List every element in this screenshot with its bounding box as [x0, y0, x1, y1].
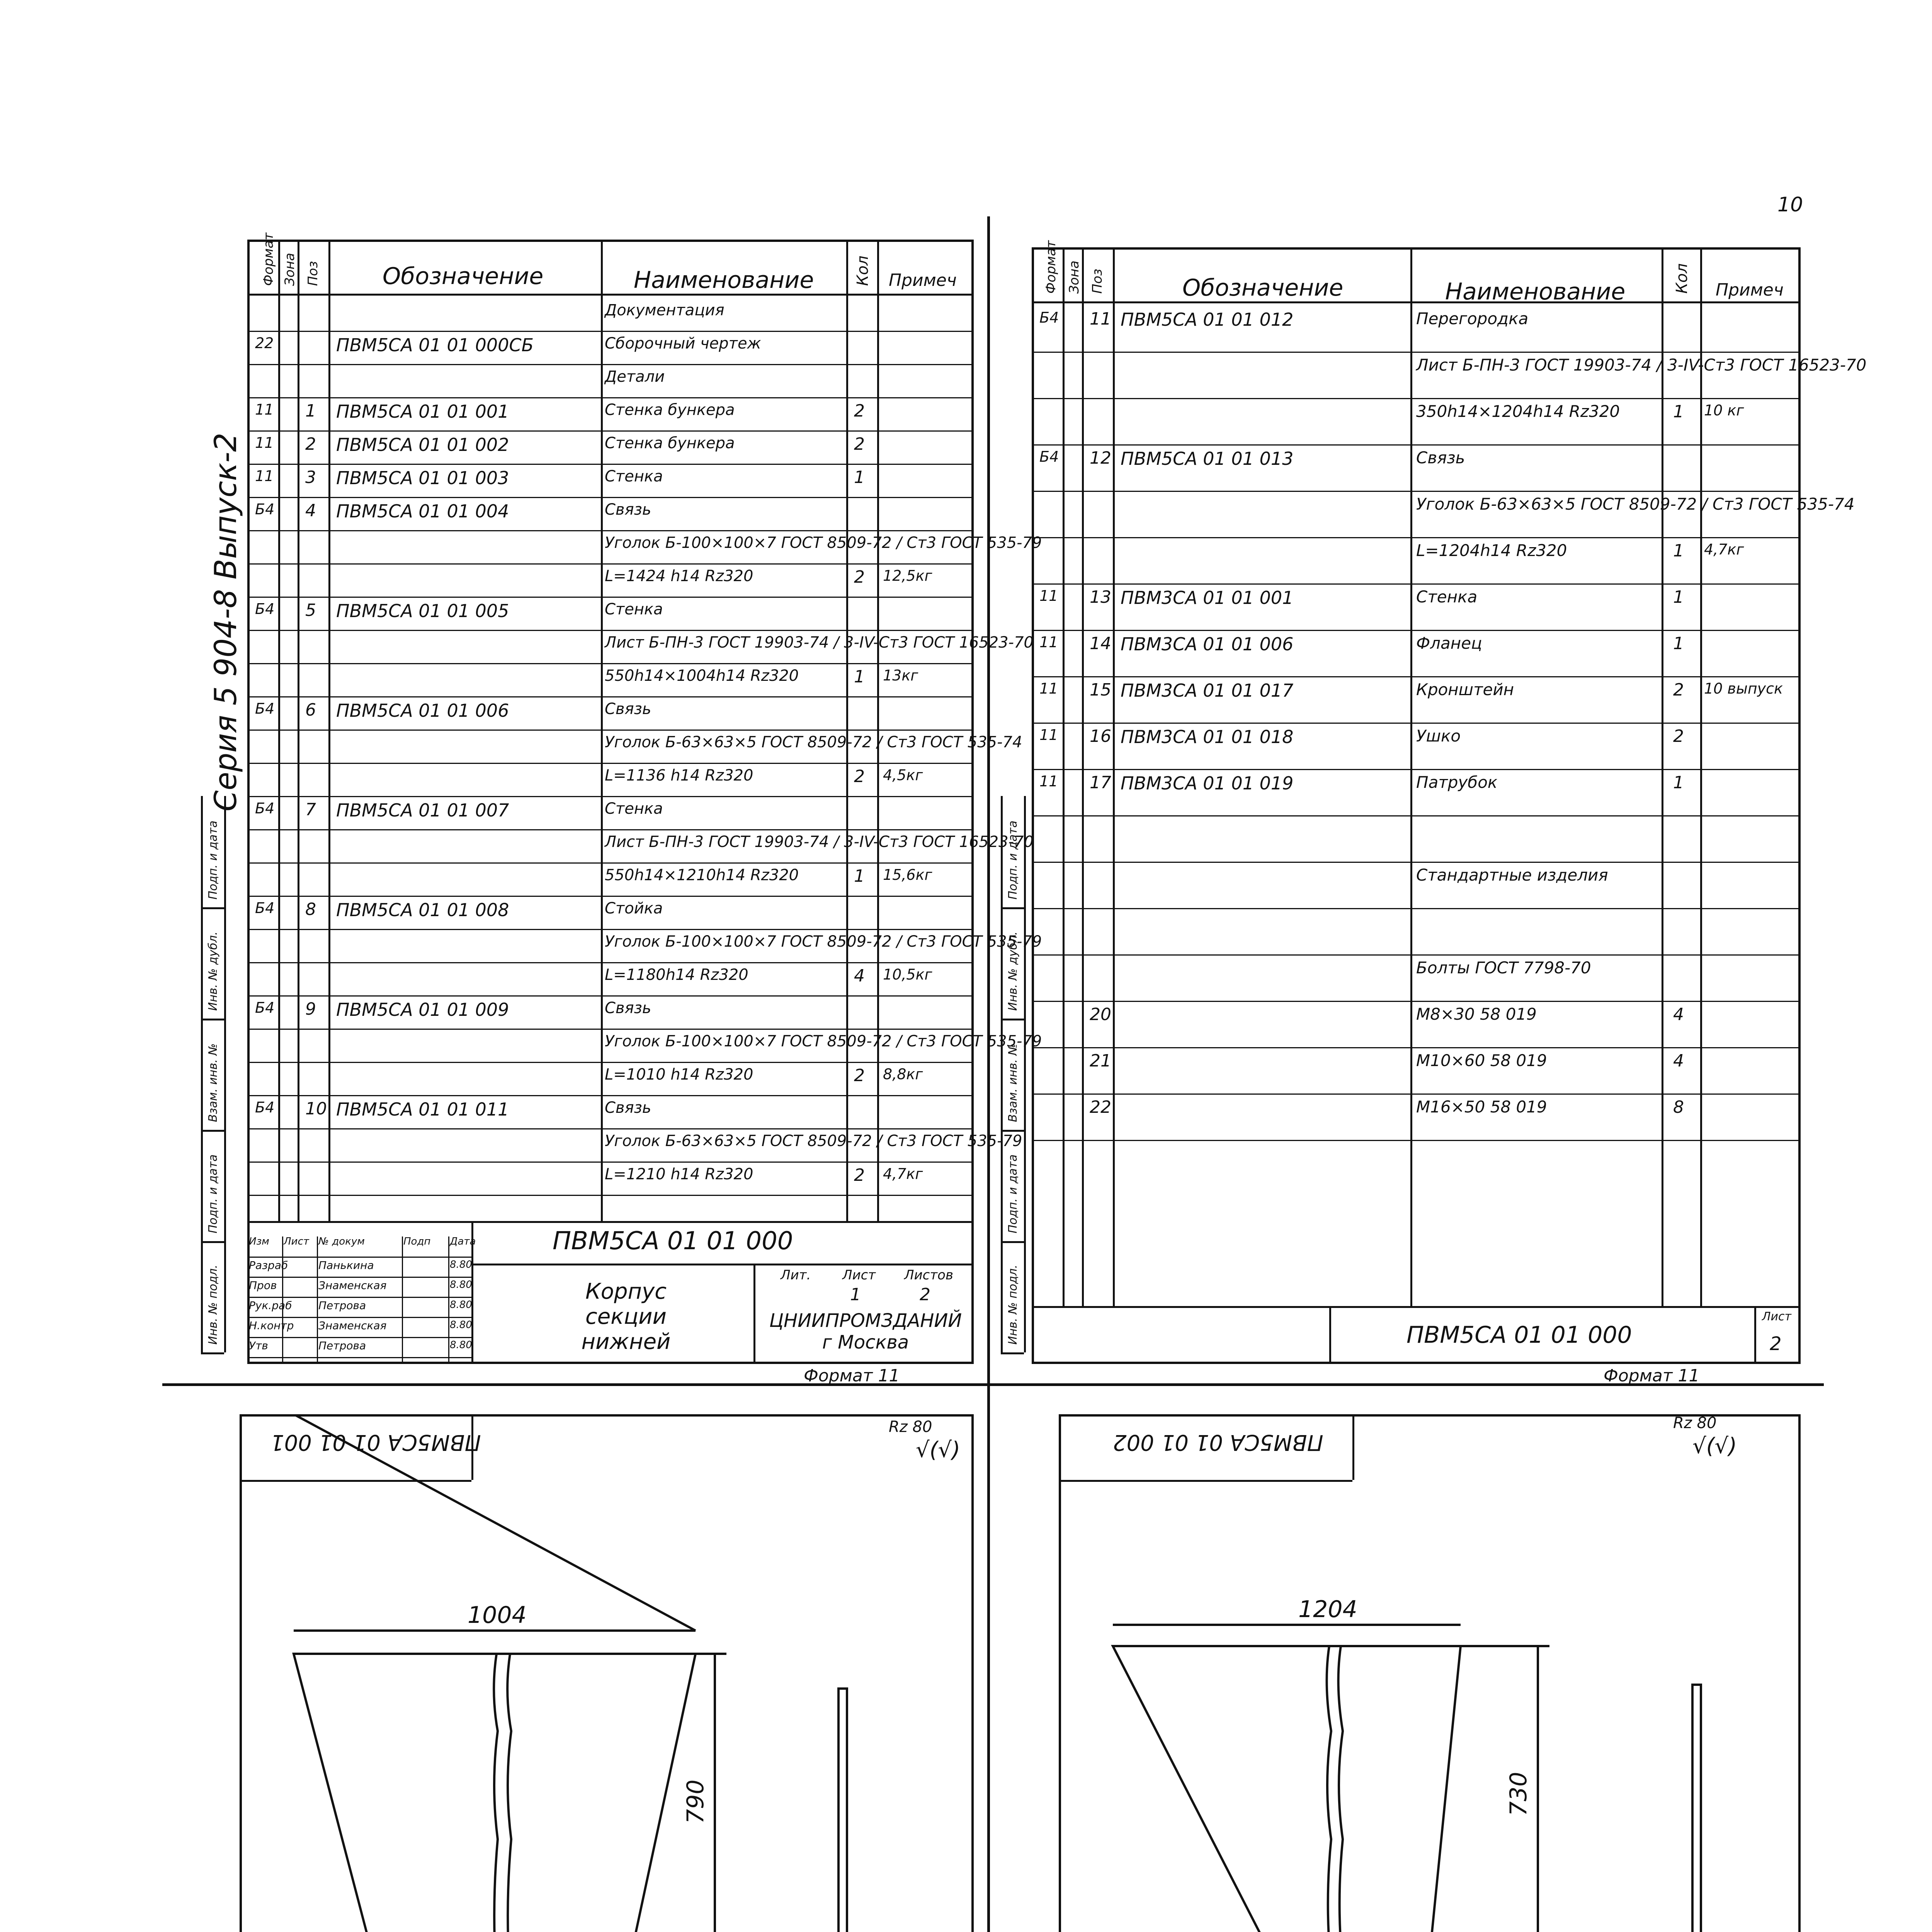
spec1-header-zone: Зона: [282, 253, 298, 286]
spec-row-qty: 2: [854, 1165, 865, 1185]
spec-row-format: 11: [1039, 634, 1058, 651]
spec-row-line: [247, 1162, 974, 1163]
spec1-header-note: Примеч: [889, 270, 957, 290]
spec2-format: Формат 11: [1604, 1366, 1700, 1386]
spec-row-line: [1032, 583, 1801, 585]
spec-row-pos: 6: [305, 700, 316, 720]
spec-row-line: [1032, 1047, 1801, 1048]
spec-row-line: [1032, 630, 1801, 631]
people-header: Подп: [403, 1236, 431, 1247]
spec-row-name: Лист Б-ПН-3 ГОСТ 19903-74 / 3-IV-Ст3 ГОСТ 16523-70: [1416, 355, 1867, 374]
spec1-title-line: [247, 1221, 974, 1223]
spec-row-qty: 1: [1673, 634, 1684, 653]
people-role: Утв: [249, 1339, 268, 1352]
people-line: [247, 1297, 471, 1298]
spec-row-designation: ПВМ5СА 01 01 005: [336, 600, 509, 621]
spec-row-designation: ПВМ5СА 01 01 011: [336, 1099, 509, 1120]
spec-row-note: 10 кг: [1704, 402, 1744, 419]
spec-row-name: 550h14×1004h14 Rz320: [605, 667, 799, 685]
spec-row-format: 11: [255, 401, 274, 418]
vertical-separator: [987, 216, 990, 1932]
spec-row-name: Стенка: [605, 468, 663, 485]
spec-row-format: 11: [255, 468, 274, 485]
drawing1-break-line: [494, 1654, 498, 1932]
spec-row-name: М8×30 58 019: [1416, 1005, 1537, 1024]
spec-row-name: Связь: [605, 1099, 651, 1117]
side-strip-sep: [201, 1019, 224, 1020]
spec1-lit-label: Лит.: [781, 1267, 811, 1283]
horizontal-separator: [162, 1383, 1824, 1386]
spec-row-line: [247, 1062, 974, 1063]
spec-row-note: 12,5кг: [883, 567, 932, 584]
spec-row-line: [247, 896, 974, 897]
spec-row-pos: 22: [1090, 1097, 1111, 1117]
spec-row-line: [247, 430, 974, 432]
spec1-title-code: ПВМ5СА 01 01 000: [553, 1227, 793, 1255]
spec-row-format: Б4: [255, 1099, 275, 1116]
spec1-header-designation: Обозначение: [383, 263, 544, 290]
spec-row-line: [247, 995, 974, 997]
spec-row-designation: ПВМ5СА 01 01 001: [336, 401, 509, 422]
drawing1-roughness-symbol-icon: √(√): [916, 1437, 961, 1463]
people-name: Петрова: [318, 1339, 366, 1352]
spec-row-name: Уголок Б-100×100×7 ГОСТ 8509-72 / Ст3 ГОСТ 535-79: [605, 534, 1042, 552]
spec-row-name: L=1204h14 Rz320: [1416, 541, 1567, 560]
spec-row-pos: 2: [305, 434, 316, 454]
spec-row-name: Уголок Б-63×63×5 ГОСТ 8509-72 / Ст3 ГОСТ 535-74: [1416, 495, 1855, 514]
spec-row-qty: 2: [854, 401, 865, 421]
spec-row-qty: 1: [1673, 402, 1684, 422]
spec-row-designation: ПВМ5СА 01 01 009: [336, 999, 509, 1020]
spec-row-line: [247, 1128, 974, 1129]
spec-row-line: [247, 763, 974, 764]
spec-row-name: Лист Б-ПН-3 ГОСТ 19903-74 / 3-IV-Ст3 ГОСТ 16523-70: [605, 833, 1034, 851]
people-role: Н.контр: [249, 1319, 294, 1332]
spec-row-line: [1032, 1140, 1801, 1141]
spec-row-line: [1032, 815, 1801, 816]
spec-row-line: [1032, 491, 1801, 492]
spec-row-line: [1032, 954, 1801, 956]
spec-row-line: [247, 597, 974, 598]
spec-row-line: [247, 497, 974, 498]
spec-row-qty: 1: [1673, 587, 1684, 607]
spec-row-name: Стенка бункера: [605, 401, 735, 419]
spec2-header-pos: Поз: [1090, 269, 1105, 294]
spec-row-name: L=1180h14 Rz320: [605, 966, 748, 984]
spec1-sheet-label: Лист: [842, 1267, 876, 1283]
people-line: [247, 1317, 471, 1318]
spec-row-qty: 8: [1673, 1097, 1684, 1117]
spec-row-line: [247, 1095, 974, 1096]
drawing2-roughness: Rz 80: [1673, 1414, 1717, 1432]
spec1-title-col2: [753, 1264, 755, 1364]
spec-row-name: М16×50 58 019: [1416, 1097, 1547, 1116]
drawing2-code-top: ПВМ5СА 01 01 002: [1113, 1430, 1323, 1455]
spec2-sheet: 2: [1770, 1333, 1782, 1355]
people-name: Знаменская: [318, 1319, 387, 1332]
drawing1-break-line: [507, 1654, 511, 1932]
side-strip-line: [1024, 796, 1026, 1352]
spec-row-note: 10 выпуск: [1704, 680, 1783, 697]
spec-row-format: Б4: [255, 501, 275, 518]
spec-row-name: Детали: [605, 368, 665, 386]
spec-row-name: Уголок Б-100×100×7 ГОСТ 8509-72 / Ст3 ГОСТ 535-79: [605, 933, 1042, 951]
spec-row-pos: 1: [305, 401, 316, 421]
spec-row-pos: 13: [1090, 587, 1111, 607]
drawing1-roughness: Rz 80: [889, 1418, 932, 1436]
spec2-col-line: [1082, 247, 1084, 1306]
spec2-header-zone: Зона: [1066, 260, 1082, 294]
side-strip-label: Инв. № дубл.: [1006, 931, 1020, 1011]
spec2-sheet-label: Лист: [1762, 1310, 1792, 1323]
people-header: Лист: [284, 1236, 309, 1247]
spec-row-format: 22: [255, 335, 274, 352]
spec-row-note: 15,6кг: [883, 866, 932, 883]
people-role: Разраб: [249, 1259, 288, 1272]
people-line: [247, 1257, 471, 1258]
spec-row-format: Б4: [255, 800, 275, 817]
spec-row-name: Перегородка: [1416, 309, 1529, 328]
spec-row-line: [247, 862, 974, 864]
spec2-title-code: ПВМ5СА 01 01 000: [1406, 1321, 1632, 1349]
spec-row-pos: 15: [1090, 680, 1111, 700]
spec-row-name: Стенка: [605, 800, 663, 818]
spec-row-format: 11: [1039, 587, 1058, 604]
side-strip-sep: [1001, 1019, 1024, 1020]
side-strip-sep: [201, 1241, 224, 1243]
spec-row-pos: 8: [305, 900, 316, 919]
spec2-header-format: Формат: [1043, 240, 1059, 294]
spec-row-line: [247, 530, 974, 531]
spec-row-name: 550h14×1210h14 Rz320: [605, 866, 799, 884]
people-line: [247, 1277, 471, 1278]
drawing2-trapezoid: [1113, 1646, 1461, 1932]
spec-row-qty: 1: [854, 468, 865, 487]
people-date: 8.80: [450, 1299, 472, 1311]
side-strip-label: Инв. № подл.: [206, 1265, 220, 1345]
drawing2-geometry: [1059, 1414, 1801, 1932]
people-col: [317, 1236, 318, 1364]
spec1-header-qty: Кол: [854, 255, 872, 286]
spec-row-pos: 7: [305, 800, 316, 820]
spec-row-line: [1032, 769, 1801, 770]
spec-row-name: Стандартные изделия: [1416, 866, 1608, 884]
spec-row-line: [247, 331, 974, 332]
spec-row-name: Стойка: [605, 900, 663, 917]
spec-row-line: [247, 730, 974, 731]
spec2-col-line: [1662, 247, 1663, 1306]
spec-row-qty: 1: [854, 667, 865, 687]
spec2-header-qty: Кол: [1673, 263, 1691, 294]
spec1-title-sub: [471, 1264, 974, 1265]
spec-row-format: 11: [1039, 773, 1058, 790]
spec-row-name: Связь: [605, 501, 651, 519]
spec-row-qty: 1: [1673, 541, 1684, 561]
spec-row-name: Уголок Б-63×63×5 ГОСТ 8509-72 / Ст3 ГОСТ 535-79: [605, 1132, 1022, 1150]
spec-row-format: Б4: [255, 999, 275, 1016]
spec-row-name: Уголок Б-100×100×7 ГОСТ 8509-72 / Ст3 ГОСТ 535-79: [605, 1032, 1042, 1050]
spec-row-line: [247, 962, 974, 963]
spec-row-line: [247, 1195, 974, 1196]
spec2-header-name: Наименование: [1445, 278, 1626, 305]
spec2-col-line: [1410, 247, 1412, 1306]
people-header: № докум: [318, 1236, 365, 1247]
spec-row-name: L=1424 h14 Rz320: [605, 567, 753, 585]
drawing1-side-view: [838, 1689, 847, 1932]
drawing2-break-line: [1327, 1646, 1331, 1932]
spec-row-note: 10,5кг: [883, 966, 932, 983]
spec-row-line: [1032, 676, 1801, 677]
spec2-col-line: [1113, 247, 1115, 1306]
side-strip-sep: [201, 907, 224, 909]
drawing1-code-top: ПВМ5СА 01 01 001: [270, 1430, 481, 1455]
spec-row-pos: 4: [305, 501, 316, 520]
spec-row-designation: ПВМ5СА 01 01 008: [336, 900, 509, 920]
drawing1-geometry: [240, 1414, 974, 1932]
spec-row-designation: ПВМ5СА 01 01 004: [336, 501, 509, 522]
side-strip-label: Взам. инв. №: [1006, 1043, 1020, 1122]
spec-row-pos: 12: [1090, 448, 1111, 468]
spec-row-line: [1032, 862, 1801, 863]
side-strip-label: Подп. и дата: [206, 1154, 220, 1233]
spec-row-line: [247, 630, 974, 631]
drawing2-roughness-symbol-icon: √(√): [1692, 1434, 1737, 1459]
side-strip-sep: [201, 1352, 224, 1354]
page-number: 10: [1777, 193, 1803, 216]
people-col: [282, 1236, 283, 1364]
spec-row-qty: 2: [854, 767, 865, 786]
spec-row-qty: 4: [1673, 1005, 1684, 1024]
spec-row-qty: 2: [854, 567, 865, 587]
drawing2-side-view: [1692, 1685, 1701, 1932]
spec-row-name: Связь: [605, 700, 651, 718]
spec-row-pos: 21: [1090, 1051, 1111, 1071]
spec-row-name: L=1210 h14 Rz320: [605, 1165, 753, 1183]
spec-row-qty: 4: [1673, 1051, 1684, 1071]
side-strip-label: Инв. № подл.: [1006, 1265, 1020, 1345]
spec-row-name: Сборочный чертеж: [605, 335, 761, 352]
spec-row-designation: ПВМ3СА 01 01 006: [1121, 634, 1294, 655]
spec-row-format: Б4: [255, 900, 275, 917]
drawing1-dim-height: 790: [682, 1779, 709, 1824]
people-col: [448, 1236, 449, 1364]
spec-row-designation: ПВМ5СА 01 01 000СБ: [336, 335, 534, 355]
drawing2-dim-height: 730: [1505, 1772, 1532, 1816]
spec-row-note: 13кг: [883, 667, 918, 684]
spec-row-designation: ПВМ5СА 01 01 012: [1121, 309, 1294, 330]
spec-row-note: 4,7кг: [883, 1165, 923, 1182]
spec-row-qty: 1: [854, 866, 865, 886]
spec-row-line: [247, 1029, 974, 1030]
people-name: Знаменская: [318, 1279, 387, 1292]
people-role: Пров: [249, 1279, 277, 1292]
spec2-title-col: [1329, 1306, 1331, 1364]
spec-row-pos: 10: [305, 1099, 327, 1119]
side-strip-sep: [1001, 1241, 1024, 1243]
spec-row-qty: 1: [1673, 773, 1684, 793]
drawing2-break-line: [1338, 1646, 1343, 1932]
spec-row-name: Ушко: [1416, 726, 1461, 745]
drawing1-dim-top: 1004: [468, 1602, 527, 1629]
spec-row-name: Уголок Б-63×63×5 ГОСТ 8509-72 / Ст3 ГОСТ 535-74: [605, 733, 1022, 751]
spec-row-line: [247, 364, 974, 365]
spec-row-line: [1032, 723, 1801, 724]
spec-row-name: L=1136 h14 Rz320: [605, 767, 753, 784]
people-date: 8.80: [450, 1319, 472, 1331]
spec-row-pos: 16: [1090, 726, 1111, 746]
spec2-header-designation: Обозначение: [1182, 274, 1344, 301]
people-date: 8.80: [450, 1279, 472, 1291]
people-line: [247, 1357, 471, 1358]
spec-row-pos: 11: [1090, 309, 1111, 329]
spec-row-line: [247, 929, 974, 930]
spec-row-line: [247, 796, 974, 797]
spec-row-format: Б4: [255, 700, 275, 717]
spec-row-line: [1032, 1001, 1801, 1002]
spec1-sheet: 1: [850, 1285, 861, 1304]
spec-row-name: Кронштейн: [1416, 680, 1514, 699]
spec-row-qty: 2: [1673, 680, 1684, 700]
spec-row-qty: 2: [854, 1066, 865, 1085]
spec-row-line: [247, 563, 974, 565]
spec2-header-note: Примеч: [1716, 280, 1784, 300]
spec-row-pos: 17: [1090, 773, 1111, 793]
people-name: Петрова: [318, 1299, 366, 1312]
side-strip-sep: [1001, 1130, 1024, 1132]
spec-row-name: Документация: [605, 301, 724, 319]
people-col: [402, 1236, 403, 1364]
spec-row-line: [247, 663, 974, 664]
spec-row-designation: ПВМ5СА 01 01 003: [336, 468, 509, 488]
spec-row-designation: ПВМ5СА 01 01 007: [336, 800, 509, 821]
spec-row-line: [1032, 537, 1801, 538]
spec2-col-line: [1700, 247, 1702, 1306]
spec-row-name: Связь: [605, 999, 651, 1017]
side-strip-label: Инв. № дубл.: [206, 931, 220, 1011]
spec-row-name: L=1010 h14 Rz320: [605, 1066, 753, 1083]
spec-row-format: 11: [255, 434, 274, 451]
side-strip-label: Подп. и дата: [1006, 820, 1020, 900]
spec1-header-format: Формат: [261, 233, 276, 286]
spec-row-line: [247, 829, 974, 830]
spec-row-designation: ПВМ3СА 01 01 019: [1121, 773, 1294, 794]
spec2-title-col2: [1754, 1306, 1756, 1364]
side-strip-sep: [1001, 907, 1024, 909]
spec-row-name: Связь: [1416, 448, 1465, 467]
spec1-header-line: [247, 294, 974, 296]
side-strip-sep: [1001, 1352, 1024, 1354]
spec-row-line: [1032, 352, 1801, 353]
spec-row-format: Б4: [1039, 309, 1059, 326]
spec-row-pos: 5: [305, 600, 316, 620]
side-strip-sep: [201, 1130, 224, 1132]
side-strip-label: Подп. и дата: [1006, 1154, 1020, 1233]
spec-row-line: [1032, 444, 1801, 446]
people-name: Панькина: [318, 1259, 374, 1272]
spec-row-name: Патрубок: [1416, 773, 1498, 792]
people-line: [247, 1337, 471, 1338]
spec-row-name: Фланец: [1416, 634, 1482, 653]
spec2-col-line: [1063, 247, 1065, 1306]
spec1-people-grid: [247, 1236, 476, 1364]
spec-row-format: Б4: [255, 600, 275, 617]
spec-row-designation: ПВМ5СА 01 01 013: [1121, 448, 1294, 469]
spec2-header-line: [1032, 301, 1801, 303]
spec1-sheets: 2: [920, 1285, 930, 1304]
spec-row-line: [247, 397, 974, 398]
spec-row-designation: ПВМ3СА 01 01 001: [1121, 587, 1294, 608]
spec-row-pos: 3: [305, 468, 316, 487]
spec-row-designation: ПВМ3СА 01 01 018: [1121, 726, 1294, 747]
spec2-title-line: [1032, 1306, 1801, 1308]
spec-row-pos: 9: [305, 999, 316, 1019]
spec-row-qty: 2: [854, 434, 865, 454]
spec-row-note: 4,7кг: [1704, 541, 1744, 558]
spec-row-name: Болты ГОСТ 7798-70: [1416, 958, 1591, 977]
drawing2-dim-top: 1204: [1298, 1596, 1357, 1623]
people-date: 8.80: [450, 1339, 472, 1351]
people-date: 8.80: [450, 1259, 472, 1270]
spec-row-line: [1032, 908, 1801, 909]
spec-row-name: М10×60 58 019: [1416, 1051, 1547, 1070]
spec-row-qty: 2: [1673, 726, 1684, 746]
spec-row-designation: ПВМ3СА 01 01 017: [1121, 680, 1294, 701]
spec-row-line: [247, 696, 974, 697]
spec-row-note: 8,8кг: [883, 1066, 923, 1083]
spec1-header-name: Наименование: [634, 267, 814, 294]
spec-row-pos: 20: [1090, 1005, 1111, 1024]
spec-row-line: [247, 464, 974, 465]
spec1-org: ЦНИИПРОМЗДАНИЙ г Москва: [769, 1310, 962, 1353]
spec-row-designation: ПВМ5СА 01 01 002: [336, 434, 509, 455]
people-header: Изм: [249, 1236, 269, 1247]
spec-row-line: [1032, 398, 1801, 399]
spec1-title-name: Корпус секции нижней: [581, 1279, 671, 1354]
spec-row-name: 350h14×1204h14 Rz320: [1416, 402, 1620, 421]
people-header: Дата: [450, 1236, 476, 1247]
spec1-header-pos: Поз: [305, 261, 321, 286]
spec-row-note: 4,5кг: [883, 767, 923, 784]
spec-row-pos: 14: [1090, 634, 1111, 653]
spec-row-name: Стенка: [605, 600, 663, 618]
side-strip-line: [1001, 796, 1003, 1352]
spec-row-designation: ПВМ5СА 01 01 006: [336, 700, 509, 721]
spec-row-name: Стенка бункера: [605, 434, 735, 452]
people-role: Рук.раб: [249, 1299, 292, 1312]
spec-row-format: 11: [1039, 726, 1058, 743]
side-strip-label: Взам. инв. №: [206, 1043, 220, 1122]
spec-row-name: Стенка: [1416, 587, 1478, 606]
spec-row-format: 11: [1039, 680, 1058, 697]
spec1-sheets-label: Листов: [904, 1267, 954, 1283]
spec1-format: Формат 11: [804, 1366, 900, 1386]
spec-row-name: Лист Б-ПН-3 ГОСТ 19903-74 / 3-IV-Ст3 ГОСТ 16523-70: [605, 634, 1034, 651]
spec-row-qty: 4: [854, 966, 865, 986]
side-strip-line: [201, 796, 203, 1352]
spec-row-line: [1032, 1094, 1801, 1095]
series-label: Серия 5 904-8 Выпуск-2: [209, 432, 243, 811]
spec-row-format: Б4: [1039, 448, 1059, 465]
side-strip-line: [224, 796, 226, 1352]
side-strip-label: Подп. и дата: [206, 820, 220, 900]
